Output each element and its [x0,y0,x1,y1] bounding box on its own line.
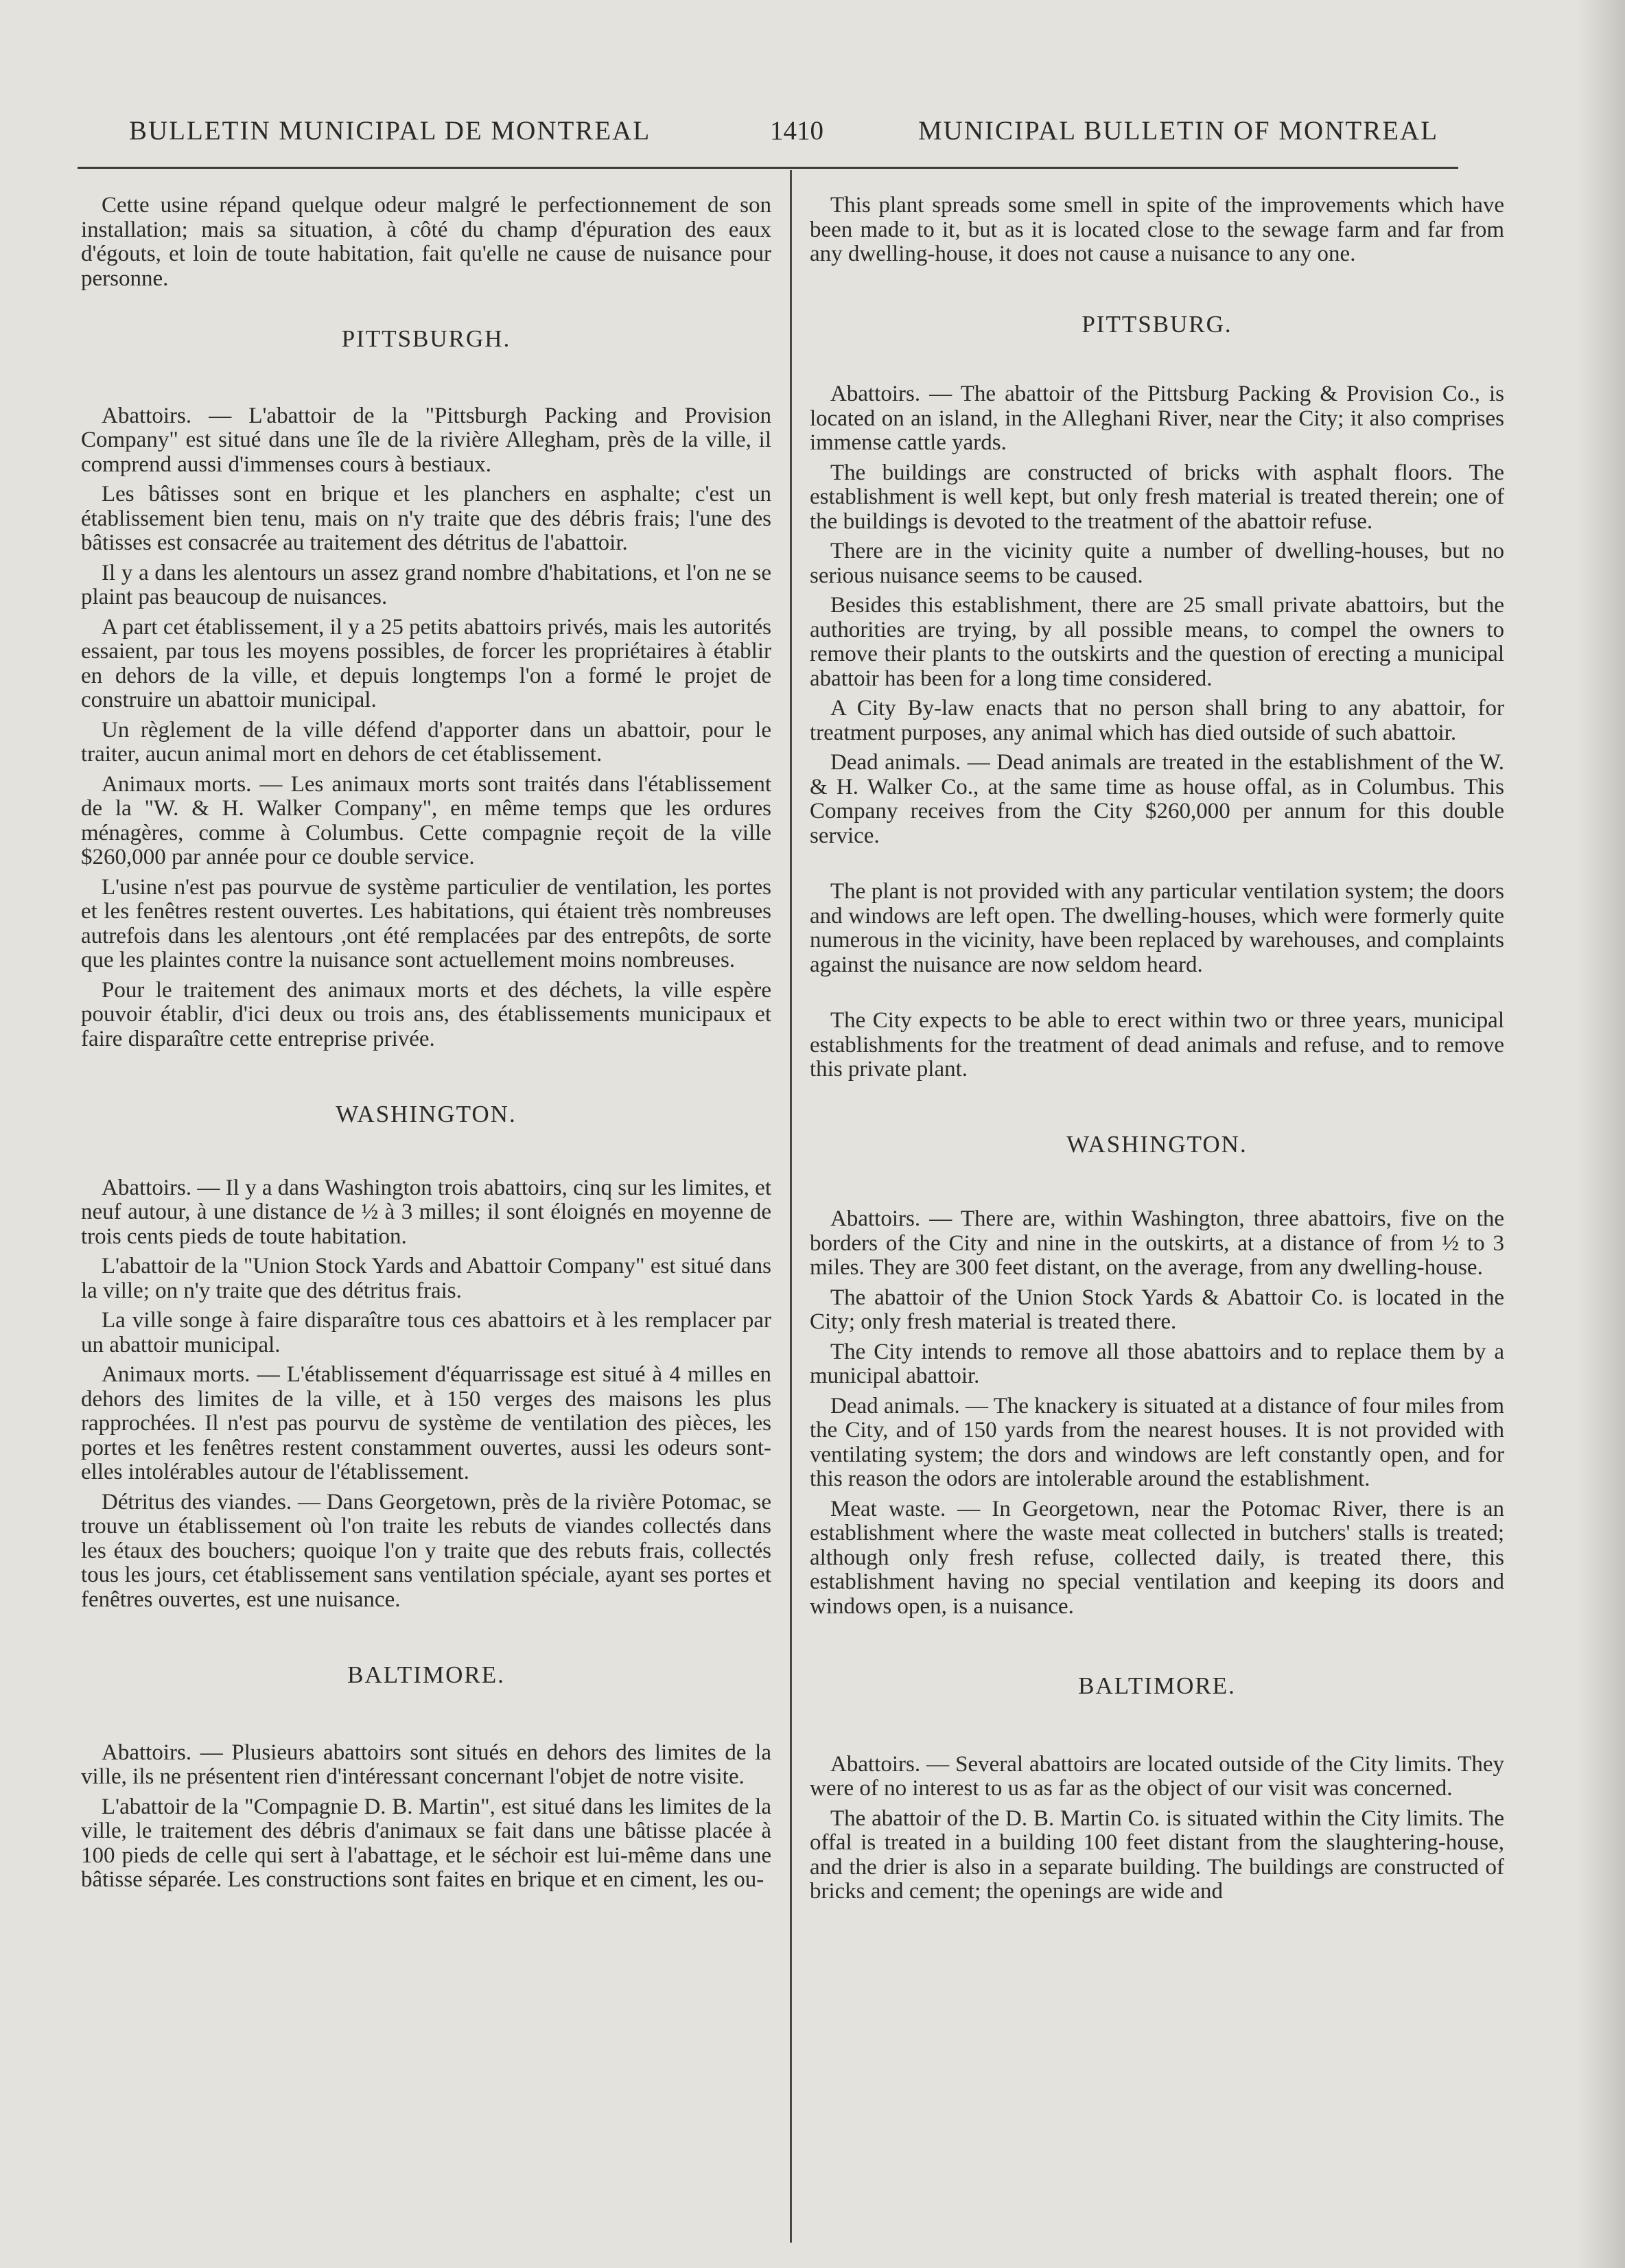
paragraph: Abattoirs. — Several abattoirs are located outside of the City limits. They were of no interest to us as far as the object of our visit was concerned. [810,1751,1504,1801]
header-french-title: BULLETIN MUNICIPAL DE MONTREAL [129,116,651,145]
paragraph: The abattoir of the Union Stock Yards & Abattoir Co. is located in the City; only fresh material is treated there. [810,1285,1504,1334]
page-header [103,115,1482,156]
paragraph: L'usine n'est pas pourvue de système particulier de ventilation, les portes et les fenêtres restent ouvertes. Les habitations, qui étaient très nombreuses autrefois dans les alentours ,ont été remplacées par des entrepôts, de sorte que les plaintes contre la nuisance sont actuellement moins nombreuses. [81,874,771,972]
paragraph: L'abattoir de la "Union Stock Yards and Abattoir Company" est situé dans la ville; on n'y traite que des détritus frais. [81,1254,771,1303]
paragraph: Il y a dans les alentours un assez grand nombre d'habitations, et l'on ne se plaint pas beaucoup de nuisances. [81,560,771,609]
paragraph: Pour le traitement des animaux morts et des déchets, la ville espère pouvoir établir, d'ici deux ou trois ans, des établissements municipaux et faire disparaître cette entreprise privée. [81,977,771,1051]
section-title-baltimore: BALTIMORE. [347,1661,505,1688]
paragraph: Un règlement de la ville défend d'apporter dans un abattoir, pour le traiter, aucun animal mort en dehors de cet établissement. [81,717,771,767]
header-rule [78,167,1458,169]
paragraph: Les bâtisses sont en brique et les planchers en asphalte; c'est un établissement bien tenu, mais on n'y traite que des débris frais; l'une des bâtisses est consacrée au traitement des détritus de l'abattoir. [81,482,771,555]
paragraph: Meat waste. — In Georgetown, near the Potomac River, there is an establishment where the waste meat collected in butchers' stalls is treated; although only fresh refuse, collected daily, is treated there, this establishment having no special ventilation and keeping its doors and windows open, is a nuisance. [810,1496,1504,1619]
paragraph: Dead animals. — Dead animals are treated in the establishment of the W. & H. Walker Co., at the same time as house offal, as in Columbus. This Company receives from the City $260,000 per annum for this double service. [810,750,1504,848]
paragraph: L'abattoir de la "Compagnie D. B. Martin", est situé dans les limites de la ville, le traitement des débris d'animaux se fait dans une bâtisse placée à 100 pieds de celle qui sert à l'abattage, et le séchoir est lui-même dans une bâtisse séparée. Les constructions sont faites en brique et en ciment, les ou- [81,1794,771,1892]
paragraph: Animaux morts. — L'établissement d'équarrissage est situé à 4 milles en dehors des limites de la ville, et à 150 verges des maisons les plus rapprochées. Il n'est pas pourvu de système de ventilation des pièces, les portes et les fenêtres restent constamment ouvertes, aussi les odeurs sont-elles intolérables autour de l'établissement. [81,1362,771,1484]
paragraph: The City intends to remove all those abattoirs and to replace them by a municipal abattoir. [810,1339,1504,1388]
paragraph: Animaux morts. — Les animaux morts sont traités dans l'établissement de la "W. & H. Walker Company", en même temps que les ordures ménagères, comme à Columbus. Cette compagnie reçoit de la ville $260,000 par année pour ce double service. [81,771,771,869]
intro-paragraph: Cette usine répand quelque odeur malgré le perfectionnement de son installation; mais sa situation, à côté du champ d'épuration des eaux d'égouts, et loin de toute habitation, fait qu'elle ne cause de nuisance pour personne. [81,193,771,291]
paragraph-gap [810,854,1504,880]
section-title-washington: WASHINGTON. [1066,1130,1248,1158]
paragraph: Abattoirs. — There are, within Washington, three abattoirs, five on the borders of the City and nine in the outskirts, at a distance of from ½ to 3 miles. They are 300 feet distant, on the average, from any dwelling-house. [810,1206,1504,1280]
section-title-baltimore: BALTIMORE. [1078,1672,1236,1699]
paragraph: The City expects to be able to erect within two or three years, municipal establishments for the treatment of dead animals and refuse, and to remove this private plant. [810,1008,1504,1082]
paragraph: The plant is not provided with any particular ventilation system; the doors and windows are left open. The dwelling-houses, which were formerly quite numerous in the vicinity, have been replaced by warehouses, and complaints against the nuisance are now seldom heard. [810,879,1504,977]
section-title-pittsburgh: PITTSBURGH. [341,325,511,352]
paragraph: The abattoir of the D. B. Martin Co. is situated within the City limits. The offal is treated in a building 100 feet distant from the slaughtering-house, and the drier is also in a separate building. The buildings are constructed of bricks and cement; the openings are wide and [810,1805,1504,1904]
paragraph: Abattoirs. — Il y a dans Washington trois abattoirs, cinq sur les limites, et neuf autour, à une distance de ½ à 3 milles; il sont éloignés en moyenne de trois cents pieds de toute habitation. [81,1175,771,1249]
column-divider [790,170,792,2243]
page-edge-shadow [1577,0,1625,2268]
header-english-title: MUNICIPAL BULLETIN OF MONTREAL [918,116,1439,145]
intro-paragraph: This plant spreads some smell in spite of the improvements which have been made to it, but as it is located close to the sewage farm and far from any dwelling-house, it does not cause a nuisance to any one. [810,193,1504,266]
paragraph: Détritus des viandes. — Dans Georgetown, près de la rivière Potomac, se trouve un établissement où l'on traite les rebuts de viandes collectés dans les étaux des bouchers; quoique l'on y traite que des rebuts frais, collectés tous les jours, cet établissement sans ventilation spéciale, ayant ses portes et fenêtres ouvertes, est une nuisance. [81,1489,771,1612]
paragraph: Abattoirs. — Plusieurs abattoirs sont situés en dehors des limites de la ville, ils ne présentent rien d'intéressant concernant l'objet de notre visite. [81,1740,771,1789]
paragraph: There are in the vicinity quite a number of dwelling-houses, but no serious nuisance seems to be caused. [810,539,1504,588]
french-column [81,194,771,1898]
page-number: 1410 [770,116,823,145]
paragraph: La ville songe à faire disparaître tous ces abattoirs et à les remplacer par un abattoir municipal. [81,1308,771,1357]
section-title-washington: WASHINGTON. [336,1101,517,1127]
paragraph: A part cet établissement, il y a 25 petits abattoirs privés, mais les autorités essaient, par tous les moyens possibles, de forcer les propriétaires à établir en dehors de la ville, et depuis longtemps l'on a formé le projet de construire un abattoir municipal. [81,614,772,712]
paragraph: Abattoirs. — The abattoir of the Pittsburg Packing & Provision Co., is located on an island, in the Alleghani River, near the City; it also comprises immense cattle yards. [810,382,1504,455]
paragraph: Besides this establishment, there are 25 small private abattoirs, but the authorities are trying, by all possible means, to compel the owners to remove their plants to the outskirts and the question of erecting a municipal abattoir has been for a long time considered. [810,593,1504,691]
paragraph: A City By-law enacts that no person shall bring to any abattoir, for treatment purposes, any animal which has died outside of such abattoir. [810,696,1504,745]
paragraph-gap [810,983,1504,1009]
paragraph: The buildings are constructed of bricks with asphalt floors. The establishment is well kept, but only fresh material is treated therein; one of the buildings is devoted to the treatment of the abattoir refuse. [810,460,1504,534]
paragraph: Abattoirs. — L'abattoir de la "Pittsburgh Packing and Provision Company" est situé dans une île de la rivière Allegham, près de la ville, il comprend aussi d'immenses cours à bestiaux. [81,403,771,477]
english-column [810,194,1504,1910]
paragraph: Dead animals. — The knackery is situated at a distance of four miles from the City, and of 150 yards from the nearest houses. It is not provided with ventilating system; the dors and windows are left constantly open, and for this reason the odors are intolerable around the establishment. [810,1393,1504,1491]
section-title-pittsburg: PITTSBURG. [1082,310,1232,338]
